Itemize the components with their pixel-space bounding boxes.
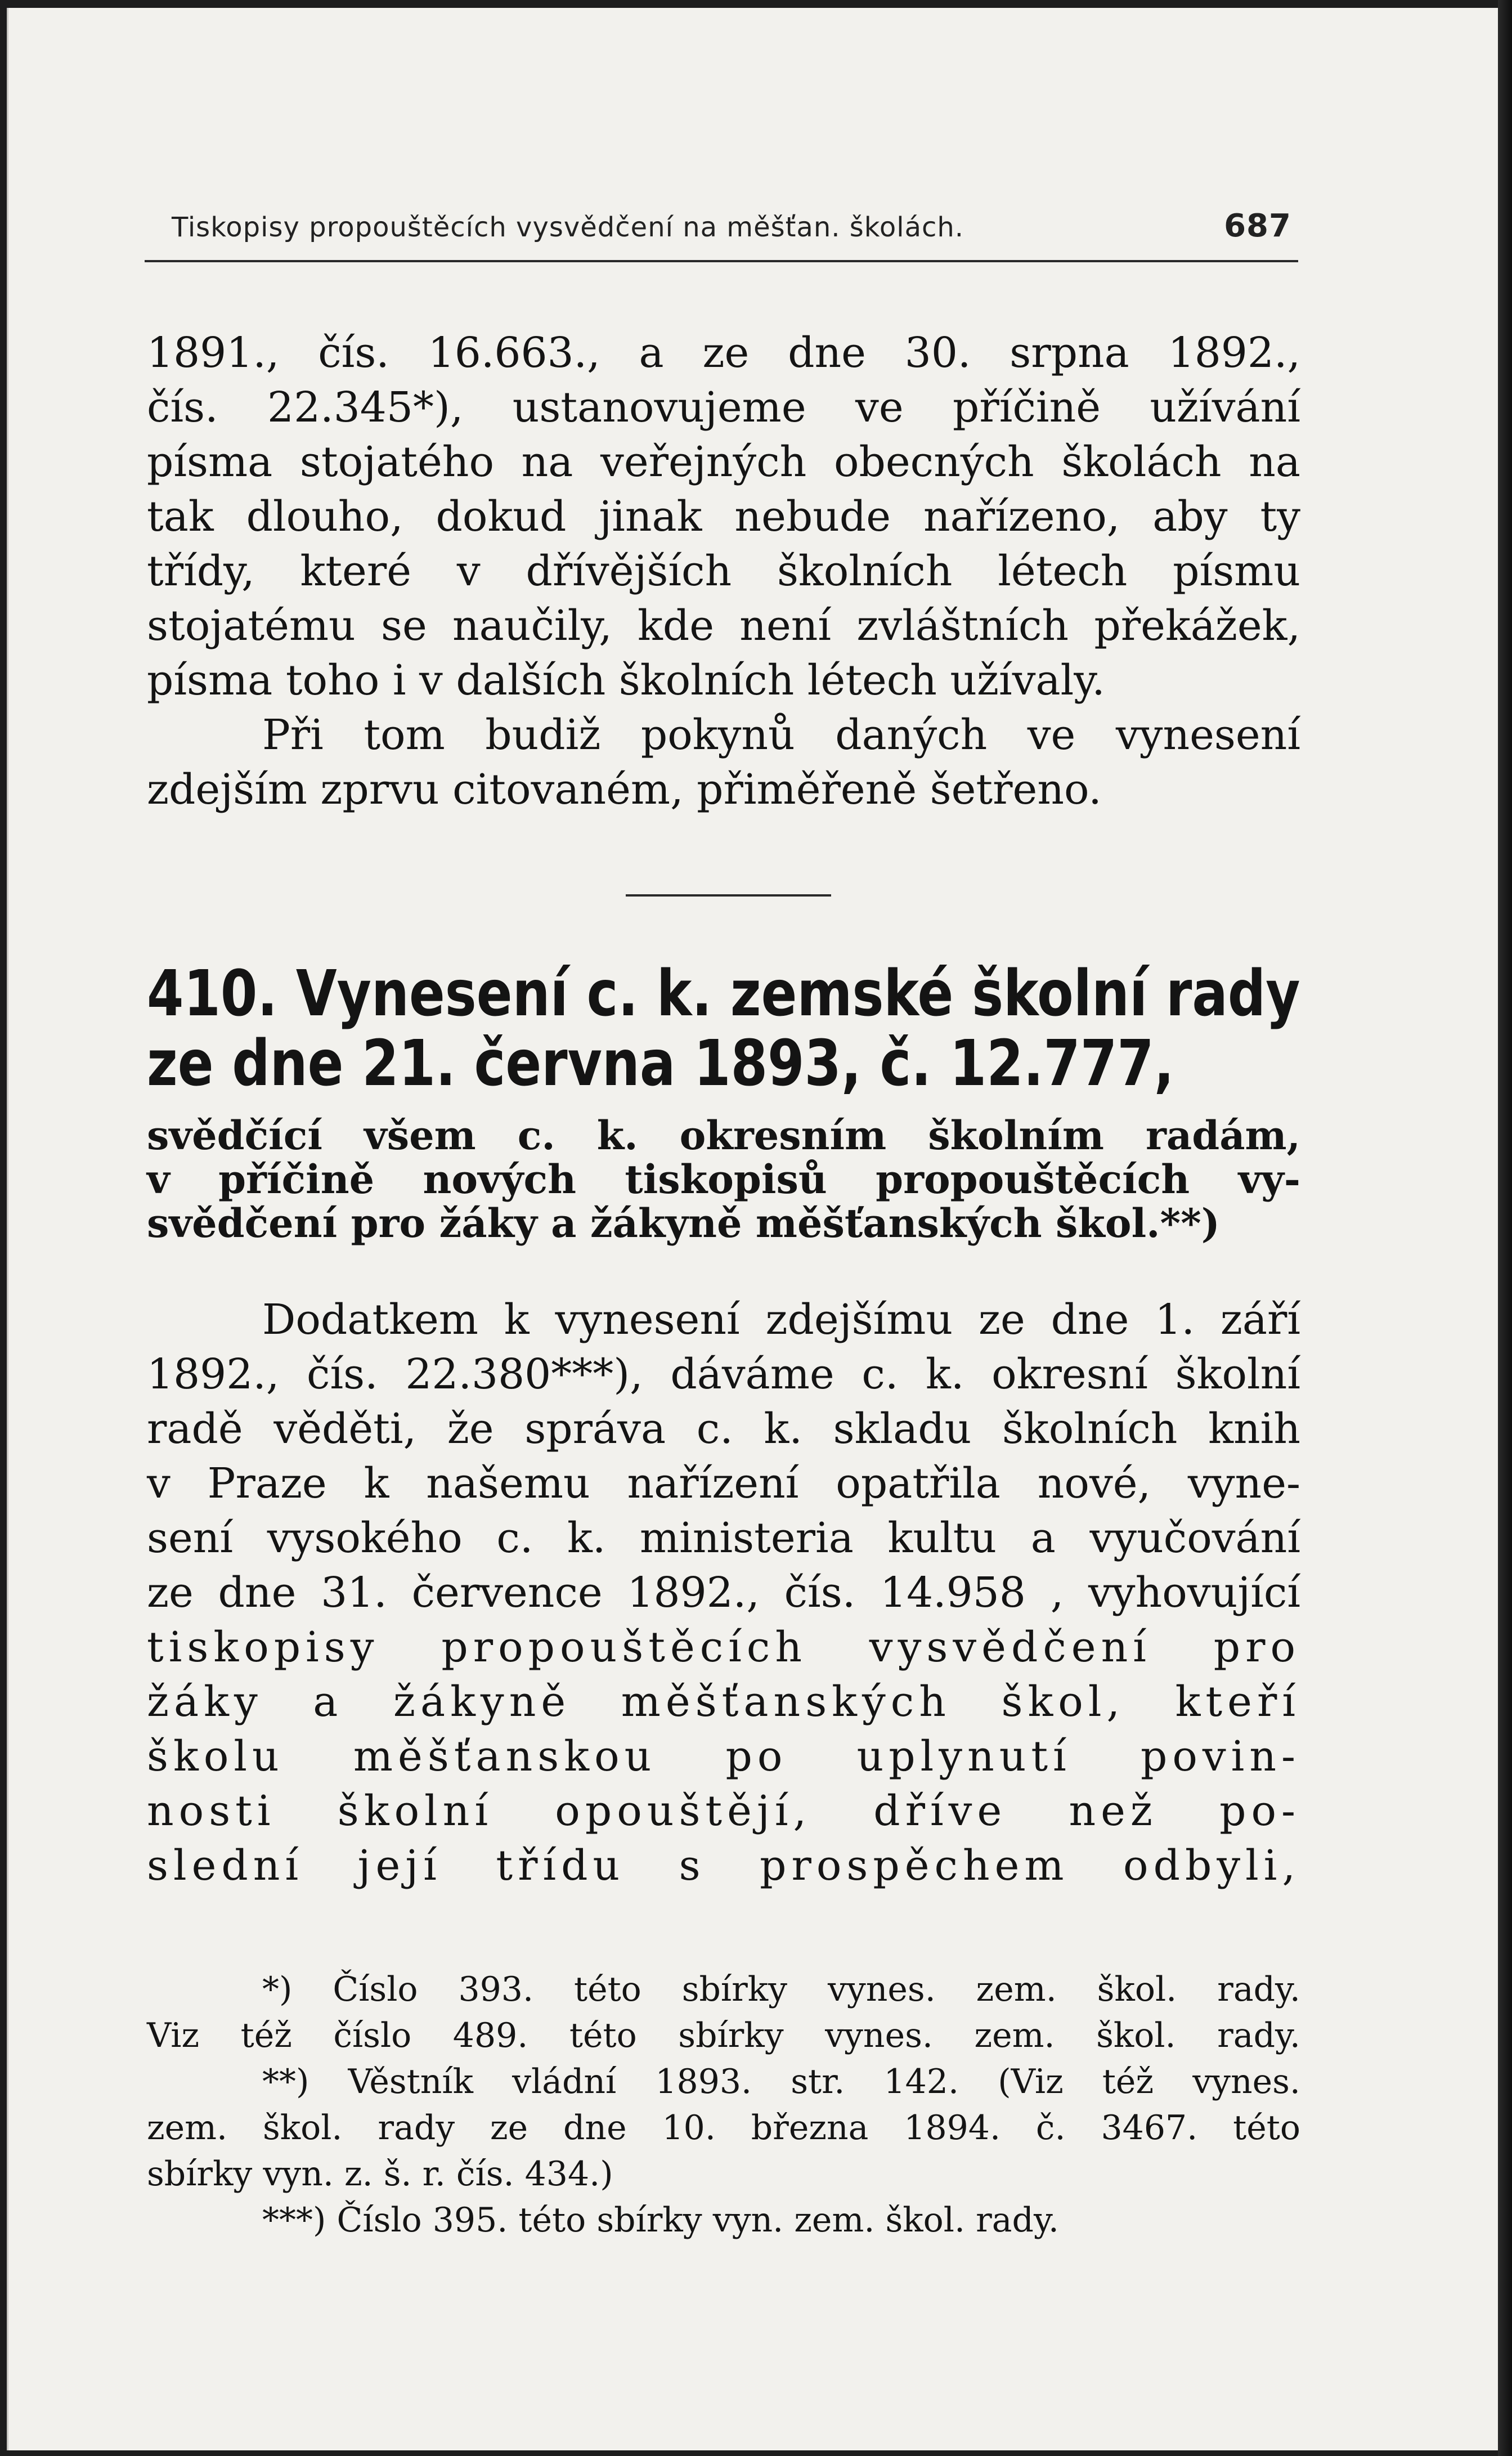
text-line: žáky a žákyně měšťanských škol, kteří: [147, 1678, 1300, 1726]
text-line: třídy, které v dřívějších školních létech písmu: [147, 547, 1300, 595]
text-line: v Praze k našemu nařízení opatřila nové, vyne-: [147, 1459, 1300, 1508]
footnote-line: sbírky vyn. z. š. r. čís. 434.): [147, 2154, 613, 2194]
header-rule: [145, 260, 1298, 262]
text-line: Při tom budiž pokynů daných ve vynesení: [262, 711, 1300, 759]
scan-edge: [1498, 0, 1512, 2456]
text-line: čís. 22.345*), ustanovujeme ve příčině užívání: [147, 383, 1300, 432]
footnote-line: *) Číslo 393. této sbírky vynes. zem. škol. rady.: [262, 1970, 1300, 2009]
section-title: 410. Vynesení c. k. zemské školní rady: [147, 957, 1300, 1030]
subtitle-line: svědčení pro žáky a žákyně měšťanských škol.**): [147, 1200, 1220, 1247]
text-line: 1891., čís. 16.663., a ze dne 30. srpna 1892.,: [147, 329, 1300, 377]
text-line: písma stojatého na veřejných obecných školách na: [147, 438, 1300, 486]
text-line: školu měšťanskou po uplynutí povin-: [147, 1732, 1300, 1781]
text-line: ze dne 31. července 1892., čís. 14.958 , vyhovující: [147, 1568, 1300, 1617]
book-page: [7, 8, 1498, 2450]
subtitle-line: v příčině nových tiskopisů propouštěcích vy-: [147, 1156, 1300, 1203]
section-separator: [626, 894, 831, 897]
text-line: 1892., čís. 22.380***), dáváme c. k. okresní školní: [147, 1350, 1300, 1399]
text-line: stojatému se naučily, kde není zvláštních překážek,: [147, 602, 1300, 650]
text-line: sení vysokého c. k. ministeria kultu a vyučování: [147, 1514, 1300, 1562]
page-number: 687: [1224, 208, 1291, 244]
text-line: slední její třídu s prospěchem odbyli,: [147, 1841, 1300, 1890]
text-line: tak dlouho, dokud jinak nebude nařízeno, aby ty: [147, 492, 1300, 541]
text-line: zdejším zprvu citovaném, přiměřeně šetřeno.: [147, 765, 1102, 814]
section-title: ze dne 21. června 1893, č. 12.777,: [147, 1027, 1174, 1100]
footnote-line: ***) Číslo 395. této sbírky vyn. zem. škol. rady.: [262, 2200, 1059, 2240]
section-body: [147, 1293, 1300, 1893]
text-line: nosti školní opouštějí, dříve než po-: [147, 1787, 1300, 1835]
footnotes: [147, 1966, 1300, 2243]
running-title: Tiskopisy propouštěcích vysvědčení na měšťan. školách.: [172, 212, 964, 243]
subtitle-line: svědčící všem c. k. okresním školním radám,: [147, 1112, 1300, 1159]
footnote-line: **) Věstník vládní 1893. str. 142. (Viz též vynes.: [262, 2062, 1300, 2101]
top-paragraph: [147, 326, 1300, 817]
text-line: Dodatkem k vynesení zdejšímu ze dne 1. září: [262, 1296, 1300, 1344]
running-header: [172, 208, 1291, 244]
text-line: radě věděti, že správa c. k. skladu školních knih: [147, 1405, 1300, 1453]
text-line: tiskopisy propouštěcích vysvědčení pro: [147, 1623, 1300, 1671]
section-subtitle: [147, 1114, 1300, 1245]
text-line: písma toho i v dalších školních létech užívaly.: [147, 656, 1105, 705]
footnote-line: Viz též číslo 489. této sbírky vynes. zem. škol. rady.: [147, 2016, 1300, 2055]
footnote-line: zem. škol. rady ze dne 10. března 1894. č. 3467. této: [147, 2108, 1300, 2148]
